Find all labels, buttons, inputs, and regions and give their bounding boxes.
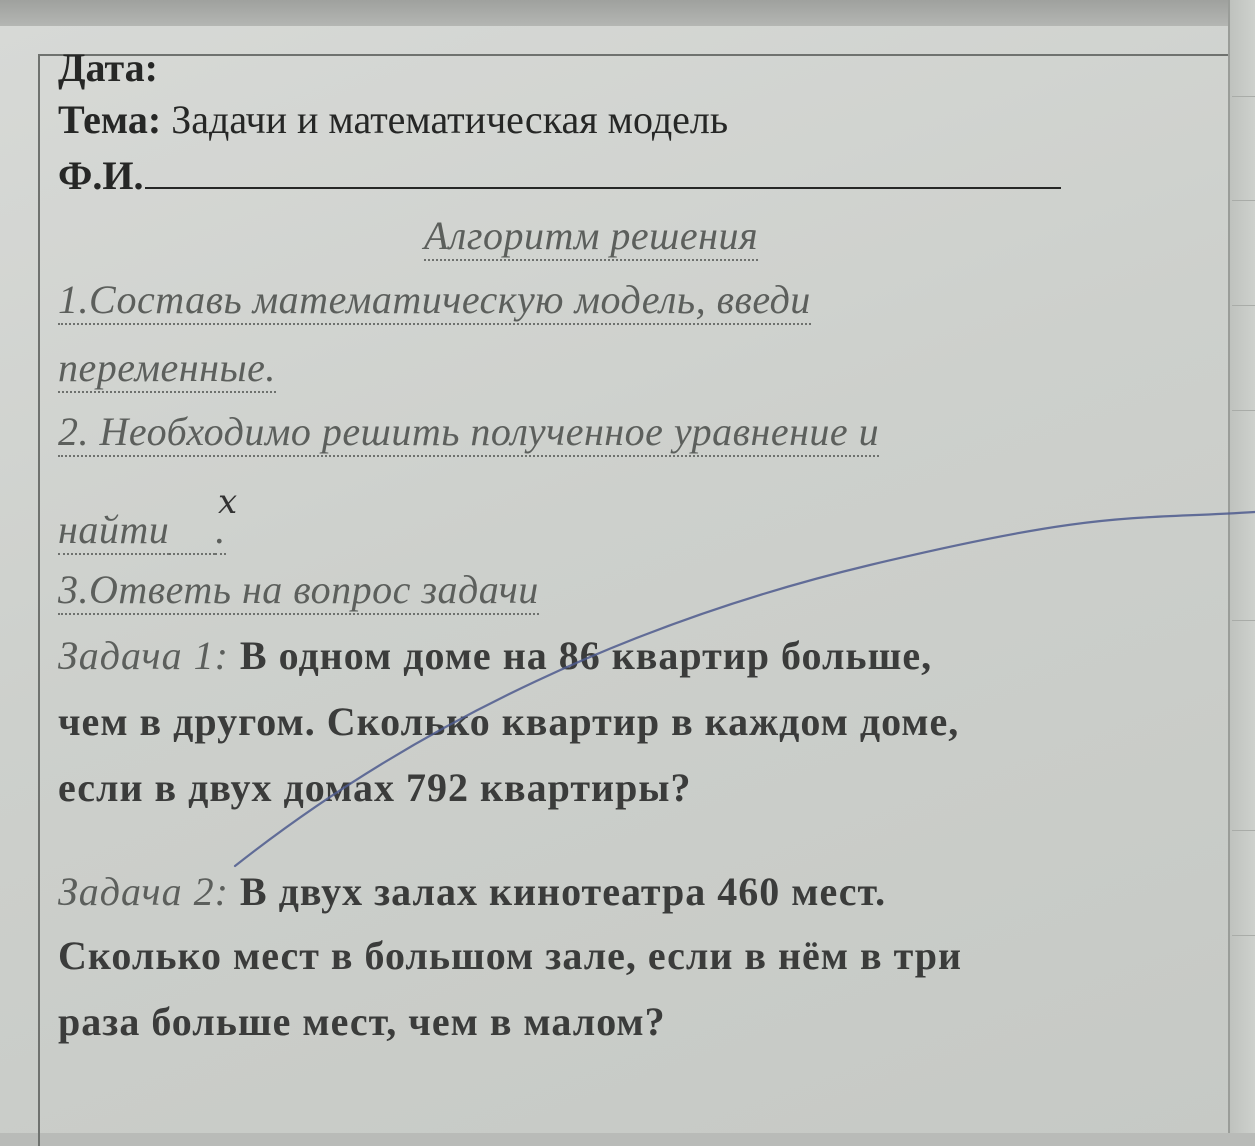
task2-line3: раза больше мест, чем в малом? xyxy=(58,999,666,1044)
step3-row xyxy=(58,566,539,613)
task1-row1 xyxy=(58,632,932,679)
date-row xyxy=(58,44,158,91)
name-row xyxy=(58,152,1061,199)
step2-end: . xyxy=(215,507,226,555)
step1-row xyxy=(58,276,811,323)
task1-line3: если в двух домах 792 квартиры? xyxy=(58,765,692,810)
handwritten-x: x xyxy=(218,482,238,522)
topic-value: Задачи и математическая модель xyxy=(171,97,729,142)
step1-line2: переменные. xyxy=(58,345,276,393)
task1-row2 xyxy=(58,698,959,745)
name-label: Ф.И. xyxy=(58,153,144,198)
grid-line xyxy=(1232,830,1255,831)
grid-line xyxy=(1232,96,1255,97)
task2-label: Задача 2: xyxy=(58,869,229,914)
topic-label: Тема: xyxy=(58,97,162,142)
grid-line xyxy=(1232,410,1255,411)
grid-line xyxy=(1232,620,1255,621)
answer-blank[interactable] xyxy=(169,507,215,555)
task1-line2: чем в другом. Сколько квартир в каждом доме, xyxy=(58,699,960,744)
step3: 3.Ответь на вопрос задачи xyxy=(58,567,539,615)
grid-line xyxy=(1232,935,1255,936)
algorithm-title: Алгоритм решения xyxy=(424,213,758,261)
task2-row1 xyxy=(58,868,886,915)
step2-line1: 2. Необходимо решить полученное уравнение и xyxy=(58,409,879,457)
algorithm-title-row xyxy=(424,212,758,259)
task2-line2: Сколько мест в большом зале, если в нём в три xyxy=(58,933,963,978)
topic-row xyxy=(58,96,728,143)
step2-cont-row xyxy=(58,506,226,553)
step1-cont-row xyxy=(58,344,276,391)
name-underline[interactable] xyxy=(145,187,1061,189)
task1-label: Задача 1: xyxy=(58,633,229,678)
step1-line1: 1.Составь математическую модель, введи xyxy=(58,277,811,325)
task1-row3 xyxy=(58,764,692,811)
step2-row xyxy=(58,408,879,455)
task2-row2 xyxy=(58,932,962,979)
task1-line1: В одном доме на 86 квартир больше, xyxy=(239,633,933,678)
step2-line2: найти xyxy=(58,507,169,555)
grid-line xyxy=(1232,200,1255,201)
date-label: Дата: xyxy=(58,45,158,90)
notebook-edge xyxy=(1228,0,1255,1133)
grid-line xyxy=(1232,305,1255,306)
task2-line1: В двух залах кинотеатра 460 мест. xyxy=(239,869,887,914)
task2-row3 xyxy=(58,998,666,1045)
